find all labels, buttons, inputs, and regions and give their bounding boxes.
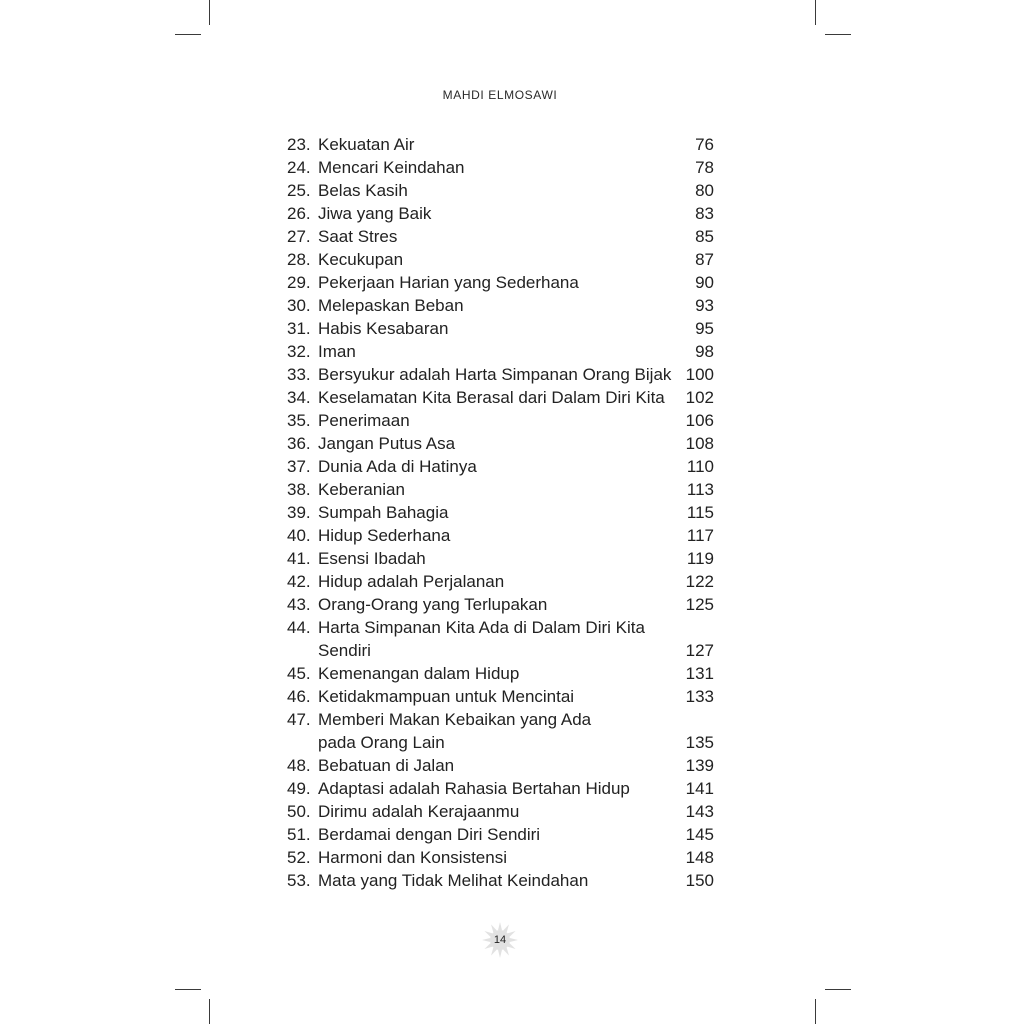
toc-entry	[287, 570, 714, 593]
toc-entry	[287, 133, 714, 156]
crop-mark-bottom-left-horizontal	[175, 989, 201, 990]
toc-entry-number: 50.	[287, 802, 311, 821]
page-number: 14	[493, 934, 507, 946]
toc-entry-title: Keberanian	[318, 480, 405, 499]
toc-entry-page: 85	[695, 227, 714, 246]
toc-entry	[287, 225, 714, 248]
toc-entry-title: Jiwa yang Baik	[318, 204, 432, 223]
toc-entry-number: 24.	[287, 158, 311, 177]
toc-entry-page: 145	[685, 825, 714, 844]
toc-entry	[287, 869, 714, 892]
toc-entry-number: 44.	[287, 618, 311, 637]
crop-mark-top-left-vertical	[209, 0, 210, 25]
toc-entry-title: Hidup adalah Perjalanan	[318, 572, 505, 591]
toc-entry-title: Kemenangan dalam Hidup	[318, 664, 520, 683]
toc-entry-number: 28.	[287, 250, 311, 269]
toc-entry-number: 40.	[287, 526, 311, 545]
toc-entry	[287, 823, 714, 846]
toc-entry-page: 122	[685, 572, 714, 591]
toc-entry	[287, 432, 714, 455]
toc-entry-page: 148	[685, 848, 714, 867]
toc-entry	[287, 593, 714, 616]
toc-entry-page: 106	[685, 411, 714, 430]
toc-entry	[287, 179, 714, 202]
toc-entry-page: 90	[695, 273, 714, 292]
toc-entry	[287, 685, 714, 708]
toc-entry-number: 52.	[287, 848, 311, 867]
running-head: MAHDI ELMOSAWI	[442, 88, 558, 102]
toc-entry	[287, 800, 714, 823]
toc-entry-title: Bersyukur adalah Harta Simpanan Orang Bijak	[318, 365, 672, 384]
toc-entry-number: 38.	[287, 480, 311, 499]
toc-entry-page: 117	[686, 526, 714, 545]
toc-entry-page: 95	[695, 319, 714, 338]
toc-entry-title: Pekerjaan Harian yang Sederhana	[318, 273, 579, 292]
toc-entry-number: 36.	[287, 434, 311, 453]
toc-entry-title: Mencari Keindahan	[318, 158, 465, 177]
toc-entry-title: Ketidakmampuan untuk Mencintai	[318, 687, 575, 706]
toc-entry-number: 43.	[287, 595, 311, 614]
toc-entry	[287, 156, 714, 179]
toc-entry-number: 34.	[287, 388, 311, 407]
toc-entry-page: 110	[686, 457, 714, 476]
toc-entry-page: 87	[695, 250, 714, 269]
toc-entry	[287, 340, 714, 363]
toc-entry-title: Belas Kasih	[318, 181, 408, 200]
toc-entry-number: 26.	[287, 204, 311, 223]
toc-entry-number: 37.	[287, 457, 311, 476]
toc-entry-title: Iman	[318, 342, 356, 361]
toc-entry-number: 41.	[287, 549, 311, 568]
toc-entry	[287, 363, 714, 386]
toc-entry-page: 131	[685, 664, 714, 683]
toc-entry-title: Habis Kesabaran	[318, 319, 449, 338]
toc-entry-title: Mata yang Tidak Melihat Keindahan	[318, 871, 589, 890]
toc-entry	[287, 409, 714, 432]
toc-entry-number: 46.	[287, 687, 311, 706]
toc-entry	[287, 662, 714, 685]
toc-entry-page: 115	[686, 503, 714, 522]
toc-entry	[287, 271, 714, 294]
toc-entry-number: 30.	[287, 296, 311, 315]
toc-entry	[287, 294, 714, 317]
toc-entry-title: Keselamatan Kita Berasal dari Dalam Diri Kita	[318, 388, 665, 407]
toc-entry-title: Hidup Sederhana	[318, 526, 451, 545]
crop-mark-bottom-right-horizontal	[825, 989, 851, 990]
toc-entry-title: Dirimu adalah Kerajaanmu	[318, 802, 520, 821]
toc-entry-page: 98	[695, 342, 714, 361]
toc-entry-page: 93	[695, 296, 714, 315]
toc-entry-number: 49.	[287, 779, 311, 798]
toc-entry-number: 53.	[287, 871, 311, 890]
toc-entry-page: 83	[695, 204, 714, 223]
toc-entry-title: Harmoni dan Konsistensi	[318, 848, 507, 867]
toc-entry	[287, 478, 714, 501]
table-of-contents	[287, 133, 714, 892]
toc-entry	[287, 501, 714, 524]
toc-entry-title: Memberi Makan Kebaikan yang Ada pada Orang Lain	[318, 710, 592, 752]
crop-mark-top-right-vertical	[815, 0, 816, 25]
toc-entry-title: Dunia Ada di Hatinya	[318, 457, 477, 476]
toc-entry-number: 23.	[287, 135, 311, 154]
toc-entry-number: 39.	[287, 503, 311, 522]
toc-entry-title: Penerimaan	[318, 411, 410, 430]
page-number-badge	[481, 921, 519, 959]
toc-entry-page: 100	[685, 365, 714, 384]
toc-entry	[287, 754, 714, 777]
toc-entry-number: 51.	[287, 825, 311, 844]
toc-entry-title: Saat Stres	[318, 227, 398, 246]
toc-entry-title: Jangan Putus Asa	[318, 434, 456, 453]
toc-entry	[287, 547, 714, 570]
crop-mark-top-right-horizontal	[825, 34, 851, 35]
toc-entry-number: 47.	[287, 710, 311, 729]
toc-entry	[287, 524, 714, 547]
toc-entry-title: Sumpah Bahagia	[318, 503, 449, 522]
toc-entry-number: 29.	[287, 273, 311, 292]
toc-entry-page: 78	[695, 158, 714, 177]
toc-entry-page: 141	[685, 779, 714, 798]
toc-entry-page: 80	[695, 181, 714, 200]
toc-entry-page: 119	[686, 549, 714, 568]
toc-entry-page: 135	[685, 733, 714, 752]
toc-entry	[287, 616, 714, 662]
toc-entry-number: 31.	[287, 319, 311, 338]
toc-entry	[287, 248, 714, 271]
toc-entry-title: Kecukupan	[318, 250, 404, 269]
toc-entry-title: Adaptasi adalah Rahasia Bertahan Hidup	[318, 779, 630, 798]
toc-entry-page: 76	[695, 135, 714, 154]
toc-entry-title: Esensi Ibadah	[318, 549, 426, 568]
toc-entry-title: Harta Simpanan Kita Ada di Dalam Diri Kita Sendiri	[318, 618, 645, 660]
toc-entry-page: 108	[685, 434, 714, 453]
toc-entry-number: 33.	[287, 365, 311, 384]
toc-entry-title: Bebatuan di Jalan	[318, 756, 455, 775]
toc-entry-page: 133	[685, 687, 714, 706]
toc-entry-page: 102	[685, 388, 714, 407]
toc-entry-number: 35.	[287, 411, 311, 430]
crop-mark-top-left-horizontal	[175, 34, 201, 35]
toc-entry-title: Kekuatan Air	[318, 135, 415, 154]
toc-entry-number: 48.	[287, 756, 311, 775]
toc-entry-number: 42.	[287, 572, 311, 591]
toc-entry	[287, 846, 714, 869]
toc-entry	[287, 708, 714, 754]
toc-entry-page: 127	[685, 641, 714, 660]
toc-entry-title: Berdamai dengan Diri Sendiri	[318, 825, 541, 844]
toc-entry-page: 139	[685, 756, 714, 775]
toc-entry-page: 143	[685, 802, 714, 821]
toc-entry-number: 27.	[287, 227, 311, 246]
toc-entry	[287, 777, 714, 800]
toc-entry-page: 113	[686, 480, 714, 499]
crop-mark-bottom-right-vertical	[815, 999, 816, 1024]
toc-entry-number: 45.	[287, 664, 311, 683]
toc-entry	[287, 317, 714, 340]
toc-entry-number: 32.	[287, 342, 311, 361]
toc-entry-page: 125	[685, 595, 714, 614]
toc-entry	[287, 455, 714, 478]
crop-mark-bottom-left-vertical	[209, 999, 210, 1024]
toc-entry-number: 25.	[287, 181, 311, 200]
toc-entry	[287, 386, 714, 409]
toc-entry-page: 150	[685, 871, 714, 890]
toc-entry	[287, 202, 714, 225]
toc-entry-title: Orang-Orang yang Terlupakan	[318, 595, 548, 614]
toc-entry-title: Melepaskan Beban	[318, 296, 464, 315]
